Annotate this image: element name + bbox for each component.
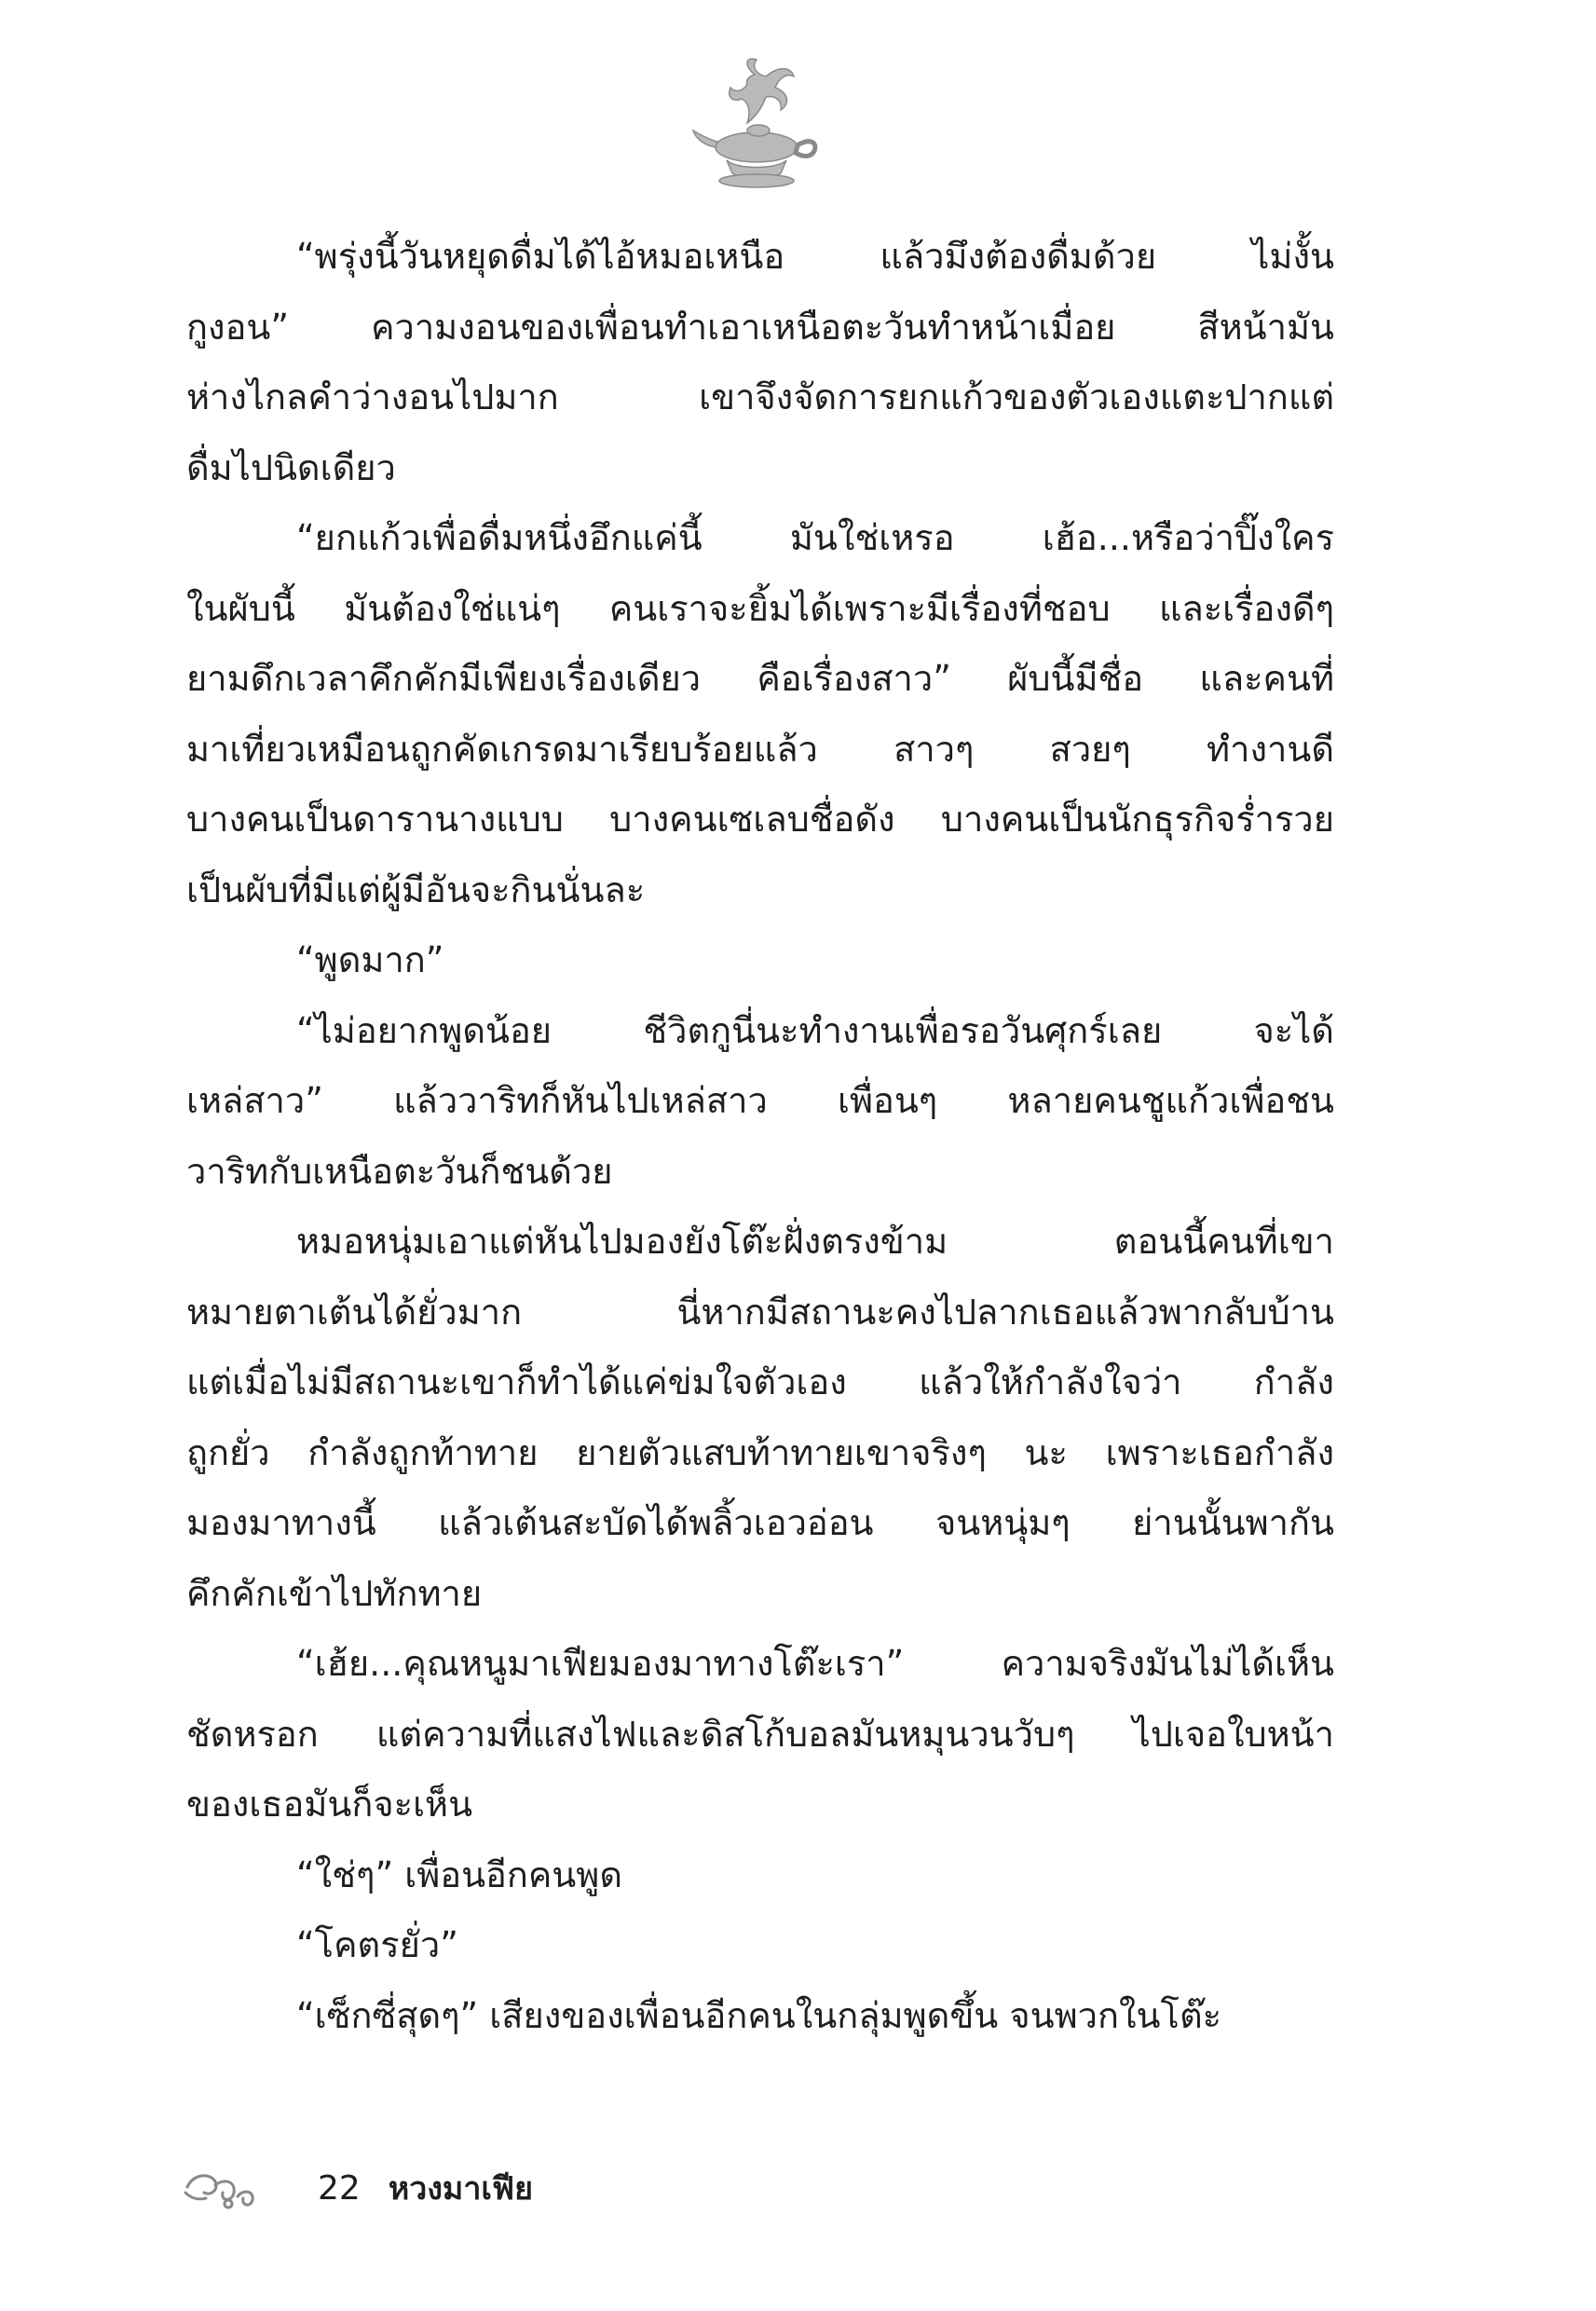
text-line: “ไม่อยากพูดน้อย ชีวิตกูนี่นะทำงานเพื่อรอวันศุกร์เลย จะได้ xyxy=(296,1009,1334,1051)
text-line: “โคตรยั่ว” xyxy=(296,1924,458,1965)
text-line: “เฮ้ย...คุณหนูมาเฟียมองมาทางโต๊ะเรา” ความจริงมันไม่ได้เห็น xyxy=(296,1643,1334,1684)
text-line: แต่เมื่อไม่มีสถานะเขาก็ทำได้แค่ข่มใจตัวเอง แล้วให้กำลังใจว่า กำลัง xyxy=(186,1361,1334,1402)
text-line: ห่างไกลคำว่างอนไปมาก เขาจึงจัดการยกแก้วของตัวเองแตะปากแต่ xyxy=(186,376,1334,417)
text-line: เป็นผับที่มีแต่ผู้มีอันจะกินนั่นละ xyxy=(186,868,646,910)
page-number: 22 xyxy=(318,2168,361,2208)
text-line: “พรุ่งนี้วันหยุดดื่มได้ไอ้หมอเหนือ แล้วมึงต้องดื่มด้วย ไม่งั้น xyxy=(296,236,1334,277)
text-line: ดื่มไปนิดเดียว xyxy=(186,446,396,488)
paragraph xyxy=(186,1840,1334,1911)
text-line: ถูกยั่ว กำลังถูกท้าทาย ยายตัวแสบท้าทายเขาจริงๆ นะ เพราะเธอกำลัง xyxy=(186,1431,1334,1473)
text-line: วาริทกับเหนือตะวันก็ชนด้วย xyxy=(186,1150,613,1192)
text-line: ของเธอมันก็จะเห็น xyxy=(186,1784,473,1825)
paragraph xyxy=(186,996,1334,1208)
book-title: หวงมาเฟีย xyxy=(388,2170,534,2208)
text-line: กูงอน” ความงอนของเพื่อนทำเอาเหนือตะวันทำหน้าเมื่อย สีหน้ามัน xyxy=(186,306,1334,348)
footer-swirl-ornament-icon xyxy=(182,2165,284,2211)
text-line: “ยกแก้วเพื่อดื่มหนึ่งอึกแค่นี้ มันใช่เหรอ เฮ้อ...หรือว่าปิ๊งใคร xyxy=(296,517,1334,558)
text-line: “พูดมาก” xyxy=(296,939,444,980)
text-line: ชัดหรอก แต่ความที่แสงไฟและดิสโก้บอลมันหมุนวนวับๆ ไปเจอใบหน้า xyxy=(186,1713,1334,1755)
text-line: ยามดึกเวลาคึกคักมีเพียงเรื่องเดียว คือเรื่องสาว” ผับนี้มีชื่อ และคนที่ xyxy=(186,658,1334,699)
text-line: ในผับนี้ มันต้องใช่แน่ๆ คนเราจะยิ้มได้เพราะมีเรื่องที่ชอบ และเรื่องดีๆ xyxy=(186,587,1334,629)
text-line: เหล่สาว” แล้ววาริทก็หันไปเหล่สาว เพื่อนๆ หลายคนชูแก้วเพื่อชน xyxy=(186,1080,1334,1121)
paragraph xyxy=(186,925,1334,996)
text-line: มองมาทางนี้ แล้วเต้นสะบัดได้พลิ้วเอวอ่อน จนหนุ่มๆ ย่านนั้นพากัน xyxy=(186,1502,1334,1543)
text-line: “ใช่ๆ” เพื่อนอีกคนพูด xyxy=(296,1853,622,1895)
paragraph xyxy=(186,1981,1334,2052)
paragraph xyxy=(186,503,1334,925)
paragraph xyxy=(186,222,1334,503)
text-line: หมายตาเต้นได้ยั่วมาก นี่หากมีสถานะคงไปลากเธอแล้วพากลับบ้าน xyxy=(186,1291,1334,1333)
text-line: หมอหนุ่มเอาแต่หันไปมองยังโต๊ะฝั่งตรงข้าม ตอนนี้คนที่เขา xyxy=(296,1221,1334,1262)
text-line: คึกคักเข้าไปทักทาย xyxy=(186,1572,483,1614)
text-line: มาเที่ยวเหมือนถูกคัดเกรดมาเรียบร้อยแล้ว สาวๆ สวยๆ ทำงานดี xyxy=(186,728,1334,770)
paragraph xyxy=(186,1207,1334,1629)
paragraph xyxy=(186,1910,1334,1981)
text-line: บางคนเป็นดารานางแบบ บางคนเซเลบชื่อดัง บางคนเป็นนักธุรกิจร่ำรวย xyxy=(186,799,1334,840)
body-text xyxy=(186,222,1334,2051)
text-line: “เซ็กซี่สุดๆ” เสียงของเพื่อนอีกคนในกลุ่มพูดขึ้น จนพวกในโต๊ะ xyxy=(296,1994,1222,2036)
header-lamp-ornament-icon xyxy=(689,56,820,196)
paragraph xyxy=(186,1629,1334,1840)
page-footer xyxy=(182,2160,533,2216)
